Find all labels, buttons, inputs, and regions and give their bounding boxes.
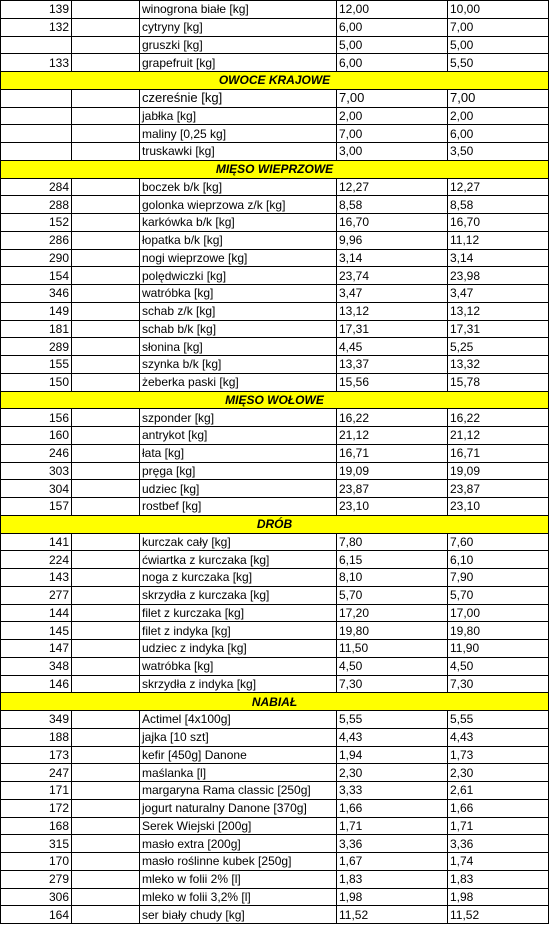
blank-cell (72, 799, 140, 817)
price-2-cell: 12,27 (448, 178, 549, 196)
product-id-cell: 154 (1, 267, 72, 285)
table-row (1, 728, 549, 746)
price-2-cell: 5,70 (448, 586, 549, 604)
price-1-cell: 16,71 (337, 444, 448, 462)
product-name-cell: ćwiartka z kurczaka [kg] (140, 551, 337, 569)
table-row (1, 675, 549, 693)
price-1-cell: 4,43 (337, 728, 448, 746)
blank-cell (72, 18, 140, 36)
product-name-cell: karkówka b/k [kg] (140, 214, 337, 232)
product-name-cell: żeberka paski [kg] (140, 373, 337, 391)
price-1-cell: 23,10 (337, 498, 448, 516)
price-1-cell: 3,14 (337, 249, 448, 267)
price-1-cell: 13,37 (337, 356, 448, 374)
table-row (1, 214, 549, 232)
price-1-cell: 7,00 (337, 125, 448, 143)
product-name-cell: pręga [kg] (140, 462, 337, 480)
blank-cell (72, 214, 140, 232)
table-row (1, 853, 549, 871)
blank-cell (72, 551, 140, 569)
table-row (1, 107, 549, 125)
product-id-cell: 247 (1, 764, 72, 782)
product-id-cell (1, 125, 72, 143)
price-2-cell: 1,71 (448, 817, 549, 835)
table-row (1, 373, 549, 391)
product-id-cell: 288 (1, 196, 72, 214)
price-1-cell: 15,56 (337, 373, 448, 391)
price-2-cell: 5,55 (448, 711, 549, 729)
price-1-cell: 5,00 (337, 36, 448, 54)
product-id-cell: 277 (1, 586, 72, 604)
table-row (1, 18, 549, 36)
section-header (1, 391, 549, 409)
price-2-cell: 11,12 (448, 231, 549, 249)
product-name-cell: watróbka [kg] (140, 285, 337, 303)
price-2-cell: 2,61 (448, 782, 549, 800)
product-name-cell: jogurt naturalny Danone [370g] (140, 799, 337, 817)
price-2-cell: 3,50 (448, 143, 549, 161)
price-1-cell: 6,00 (337, 18, 448, 36)
product-name-cell: skrzydła z kurczaka [kg] (140, 586, 337, 604)
price-1-cell: 1,67 (337, 853, 448, 871)
table-row (1, 888, 549, 906)
price-1-cell: 17,20 (337, 604, 448, 622)
price-1-cell: 3,33 (337, 782, 448, 800)
product-id-cell (1, 36, 72, 54)
product-id-cell: 171 (1, 782, 72, 800)
price-2-cell: 1,74 (448, 853, 549, 871)
product-name-cell: mleko w folii 2% [l] (140, 870, 337, 888)
table-row (1, 338, 549, 356)
table-row (1, 604, 549, 622)
price-2-cell: 2,30 (448, 764, 549, 782)
table-row (1, 622, 549, 640)
blank-cell (72, 178, 140, 196)
product-id-cell: 346 (1, 285, 72, 303)
price-2-cell: 16,22 (448, 409, 549, 427)
price-2-cell: 7,00 (448, 89, 549, 107)
product-name-cell: filet z indyka [kg] (140, 622, 337, 640)
product-id-cell: 141 (1, 533, 72, 551)
price-2-cell: 1,98 (448, 888, 549, 906)
price-2-cell: 4,50 (448, 657, 549, 675)
product-name-cell: mleko w folii 3,2% [l] (140, 888, 337, 906)
blank-cell (72, 782, 140, 800)
blank-cell (72, 906, 140, 924)
product-name-cell: szynka b/k [kg] (140, 356, 337, 374)
blank-cell (72, 338, 140, 356)
price-2-cell: 19,09 (448, 462, 549, 480)
blank-cell (72, 427, 140, 445)
price-1-cell: 1,94 (337, 746, 448, 764)
product-name-cell: słonina [kg] (140, 338, 337, 356)
product-id-cell: 246 (1, 444, 72, 462)
blank-cell (72, 675, 140, 693)
price-1-cell: 23,87 (337, 480, 448, 498)
price-1-cell: 5,55 (337, 711, 448, 729)
price-2-cell: 5,00 (448, 36, 549, 54)
table-row (1, 906, 549, 924)
product-id-cell: 132 (1, 18, 72, 36)
blank-cell (72, 746, 140, 764)
section-header (1, 693, 549, 711)
price-1-cell: 23,74 (337, 267, 448, 285)
blank-cell (72, 569, 140, 587)
price-2-cell: 13,12 (448, 302, 549, 320)
price-2-cell: 23,87 (448, 480, 549, 498)
product-name-cell: kurczak cały [kg] (140, 533, 337, 551)
price-2-cell: 17,31 (448, 320, 549, 338)
section-header-label: MIĘSO WIEPRZOWE (1, 160, 549, 178)
table-row (1, 764, 549, 782)
price-1-cell: 19,80 (337, 622, 448, 640)
table-row (1, 782, 549, 800)
price-2-cell: 2,00 (448, 107, 549, 125)
price-2-cell: 7,90 (448, 569, 549, 587)
product-id-cell: 143 (1, 569, 72, 587)
product-id-cell: 224 (1, 551, 72, 569)
product-id-cell: 284 (1, 178, 72, 196)
price-1-cell: 17,31 (337, 320, 448, 338)
price-2-cell: 3,36 (448, 835, 549, 853)
product-name-cell: maliny [0,25 kg] (140, 125, 337, 143)
price-1-cell: 1,71 (337, 817, 448, 835)
table-row (1, 533, 549, 551)
product-name-cell: nogi wieprzowe [kg] (140, 249, 337, 267)
product-name-cell: udziec z indyka [kg] (140, 640, 337, 658)
product-name-cell: grapefruit [kg] (140, 54, 337, 72)
price-2-cell: 3,47 (448, 285, 549, 303)
blank-cell (72, 711, 140, 729)
price-2-cell: 7,60 (448, 533, 549, 551)
table-row (1, 285, 549, 303)
blank-cell (72, 640, 140, 658)
product-name-cell: filet z kurczaka [kg] (140, 604, 337, 622)
table-row (1, 249, 549, 267)
table-row (1, 498, 549, 516)
blank-cell (72, 249, 140, 267)
blank-cell (72, 622, 140, 640)
price-2-cell: 11,90 (448, 640, 549, 658)
price-1-cell: 6,15 (337, 551, 448, 569)
price-1-cell: 6,00 (337, 54, 448, 72)
price-2-cell: 17,00 (448, 604, 549, 622)
price-2-cell: 19,80 (448, 622, 549, 640)
product-name-cell: szponder [kg] (140, 409, 337, 427)
table-row (1, 817, 549, 835)
product-name-cell: gruszki [kg] (140, 36, 337, 54)
product-name-cell: truskawki [kg] (140, 143, 337, 161)
product-id-cell: 173 (1, 746, 72, 764)
blank-cell (72, 728, 140, 746)
table-row (1, 89, 549, 107)
price-2-cell: 5,50 (448, 54, 549, 72)
blank-cell (72, 817, 140, 835)
blank-cell (72, 835, 140, 853)
product-id-cell (1, 89, 72, 107)
price-2-cell: 6,00 (448, 125, 549, 143)
product-name-cell: winogrona białe [kg] (140, 1, 337, 19)
product-name-cell: rostbef [kg] (140, 498, 337, 516)
product-id-cell: 146 (1, 675, 72, 693)
product-name-cell: golonka wieprzowa z/k [kg] (140, 196, 337, 214)
product-id-cell: 149 (1, 302, 72, 320)
blank-cell (72, 89, 140, 107)
price-table-body (1, 1, 549, 924)
blank-cell (72, 320, 140, 338)
product-id-cell: 181 (1, 320, 72, 338)
price-1-cell: 1,66 (337, 799, 448, 817)
product-id-cell: 304 (1, 480, 72, 498)
section-header (1, 515, 549, 533)
price-2-cell: 4,43 (448, 728, 549, 746)
price-1-cell: 3,47 (337, 285, 448, 303)
product-name-cell: kefir [450g] Danone (140, 746, 337, 764)
price-1-cell: 8,10 (337, 569, 448, 587)
product-name-cell: polędwiczki [kg] (140, 267, 337, 285)
price-1-cell: 8,58 (337, 196, 448, 214)
product-name-cell: udziec [kg] (140, 480, 337, 498)
section-header (1, 72, 549, 90)
table-row (1, 835, 549, 853)
table-row (1, 569, 549, 587)
product-id-cell: 172 (1, 799, 72, 817)
table-row (1, 196, 549, 214)
blank-cell (72, 302, 140, 320)
product-id-cell (1, 107, 72, 125)
table-row (1, 870, 549, 888)
price-2-cell: 10,00 (448, 1, 549, 19)
table-row (1, 462, 549, 480)
blank-cell (72, 125, 140, 143)
product-name-cell: jabłka [kg] (140, 107, 337, 125)
product-id-cell: 303 (1, 462, 72, 480)
blank-cell (72, 409, 140, 427)
table-row (1, 657, 549, 675)
price-2-cell: 6,10 (448, 551, 549, 569)
blank-cell (72, 853, 140, 871)
table-row (1, 320, 549, 338)
price-1-cell: 11,50 (337, 640, 448, 658)
product-name-cell: Serek Wiejski [200g] (140, 817, 337, 835)
product-id-cell: 306 (1, 888, 72, 906)
price-2-cell: 3,14 (448, 249, 549, 267)
blank-cell (72, 462, 140, 480)
product-name-cell: masło extra [200g] (140, 835, 337, 853)
product-name-cell: jajka [10 szt] (140, 728, 337, 746)
price-1-cell: 9,96 (337, 231, 448, 249)
blank-cell (72, 356, 140, 374)
product-id-cell: 286 (1, 231, 72, 249)
price-2-cell: 23,10 (448, 498, 549, 516)
price-1-cell: 7,30 (337, 675, 448, 693)
product-id-cell: 147 (1, 640, 72, 658)
table-row (1, 711, 549, 729)
price-1-cell: 3,00 (337, 143, 448, 161)
price-1-cell: 21,12 (337, 427, 448, 445)
product-id-cell: 139 (1, 1, 72, 19)
table-row (1, 231, 549, 249)
product-name-cell: schab b/k [kg] (140, 320, 337, 338)
product-name-cell: łata [kg] (140, 444, 337, 462)
product-id-cell: 170 (1, 853, 72, 871)
price-2-cell: 7,00 (448, 18, 549, 36)
blank-cell (72, 870, 140, 888)
product-name-cell: schab z/k [kg] (140, 302, 337, 320)
price-2-cell: 16,71 (448, 444, 549, 462)
price-1-cell: 11,52 (337, 906, 448, 924)
price-2-cell: 21,12 (448, 427, 549, 445)
blank-cell (72, 231, 140, 249)
blank-cell (72, 1, 140, 19)
product-id-cell: 290 (1, 249, 72, 267)
table-row (1, 480, 549, 498)
price-1-cell: 4,45 (337, 338, 448, 356)
price-1-cell: 12,00 (337, 1, 448, 19)
price-1-cell: 4,50 (337, 657, 448, 675)
price-2-cell: 1,83 (448, 870, 549, 888)
price-1-cell: 3,36 (337, 835, 448, 853)
table-row (1, 444, 549, 462)
table-row (1, 267, 549, 285)
product-name-cell: cytryny [kg] (140, 18, 337, 36)
blank-cell (72, 373, 140, 391)
blank-cell (72, 143, 140, 161)
table-row (1, 746, 549, 764)
section-header-label: DRÓB (1, 515, 549, 533)
blank-cell (72, 54, 140, 72)
product-id-cell: 289 (1, 338, 72, 356)
table-row (1, 551, 549, 569)
product-name-cell: skrzydła z indyka [kg] (140, 675, 337, 693)
product-id-cell: 315 (1, 835, 72, 853)
section-header (1, 160, 549, 178)
blank-cell (72, 657, 140, 675)
section-header-label: NABIAŁ (1, 693, 549, 711)
price-1-cell: 16,70 (337, 214, 448, 232)
table-row (1, 799, 549, 817)
product-id-cell: 157 (1, 498, 72, 516)
price-2-cell: 8,58 (448, 196, 549, 214)
price-2-cell: 5,25 (448, 338, 549, 356)
price-1-cell: 7,80 (337, 533, 448, 551)
price-1-cell: 2,00 (337, 107, 448, 125)
product-id-cell (1, 143, 72, 161)
product-id-cell: 279 (1, 870, 72, 888)
table-row (1, 409, 549, 427)
product-id-cell: 152 (1, 214, 72, 232)
blank-cell (72, 586, 140, 604)
table-row (1, 302, 549, 320)
table-row (1, 356, 549, 374)
product-name-cell: Actimel [4x100g] (140, 711, 337, 729)
product-id-cell: 160 (1, 427, 72, 445)
price-2-cell: 13,32 (448, 356, 549, 374)
price-2-cell: 23,98 (448, 267, 549, 285)
product-id-cell: 150 (1, 373, 72, 391)
price-1-cell: 5,70 (337, 586, 448, 604)
table-row (1, 1, 549, 19)
blank-cell (72, 196, 140, 214)
blank-cell (72, 36, 140, 54)
price-1-cell: 16,22 (337, 409, 448, 427)
price-2-cell: 1,66 (448, 799, 549, 817)
product-name-cell: margaryna Rama classic [250g] (140, 782, 337, 800)
product-name-cell: łopatka b/k [kg] (140, 231, 337, 249)
product-id-cell: 155 (1, 356, 72, 374)
price-1-cell: 12,27 (337, 178, 448, 196)
blank-cell (72, 107, 140, 125)
product-name-cell: maślanka [l] (140, 764, 337, 782)
product-id-cell: 164 (1, 906, 72, 924)
table-row (1, 125, 549, 143)
blank-cell (72, 533, 140, 551)
product-id-cell: 144 (1, 604, 72, 622)
product-id-cell: 348 (1, 657, 72, 675)
product-name-cell: noga z kurczaka [kg] (140, 569, 337, 587)
product-id-cell: 145 (1, 622, 72, 640)
product-id-cell: 188 (1, 728, 72, 746)
section-header-label: OWOCE KRAJOWE (1, 72, 549, 90)
table-row (1, 54, 549, 72)
product-id-cell: 156 (1, 409, 72, 427)
blank-cell (72, 604, 140, 622)
table-row (1, 143, 549, 161)
price-1-cell: 19,09 (337, 462, 448, 480)
price-1-cell: 1,83 (337, 870, 448, 888)
product-name-cell: czereśnie [kg] (140, 89, 337, 107)
product-name-cell: antrykot [kg] (140, 427, 337, 445)
price-2-cell: 16,70 (448, 214, 549, 232)
price-2-cell: 1,73 (448, 746, 549, 764)
blank-cell (72, 444, 140, 462)
price-1-cell: 7,00 (337, 89, 448, 107)
price-2-cell: 11,52 (448, 906, 549, 924)
product-id-cell: 349 (1, 711, 72, 729)
product-id-cell: 168 (1, 817, 72, 835)
product-name-cell: ser biały chudy [kg] (140, 906, 337, 924)
table-row (1, 36, 549, 54)
product-id-cell: 133 (1, 54, 72, 72)
price-2-cell: 7,30 (448, 675, 549, 693)
product-name-cell: masło roślinne kubek [250g] (140, 853, 337, 871)
table-row (1, 640, 549, 658)
blank-cell (72, 267, 140, 285)
section-header-label: MIĘSO WOŁOWE (1, 391, 549, 409)
table-row (1, 427, 549, 445)
price-1-cell: 2,30 (337, 764, 448, 782)
blank-cell (72, 888, 140, 906)
blank-cell (72, 480, 140, 498)
product-name-cell: watróbka [kg] (140, 657, 337, 675)
blank-cell (72, 285, 140, 303)
blank-cell (72, 764, 140, 782)
price-1-cell: 13,12 (337, 302, 448, 320)
product-name-cell: boczek b/k [kg] (140, 178, 337, 196)
table-row (1, 586, 549, 604)
blank-cell (72, 498, 140, 516)
price-2-cell: 15,78 (448, 373, 549, 391)
price-1-cell: 1,98 (337, 888, 448, 906)
table-row (1, 178, 549, 196)
